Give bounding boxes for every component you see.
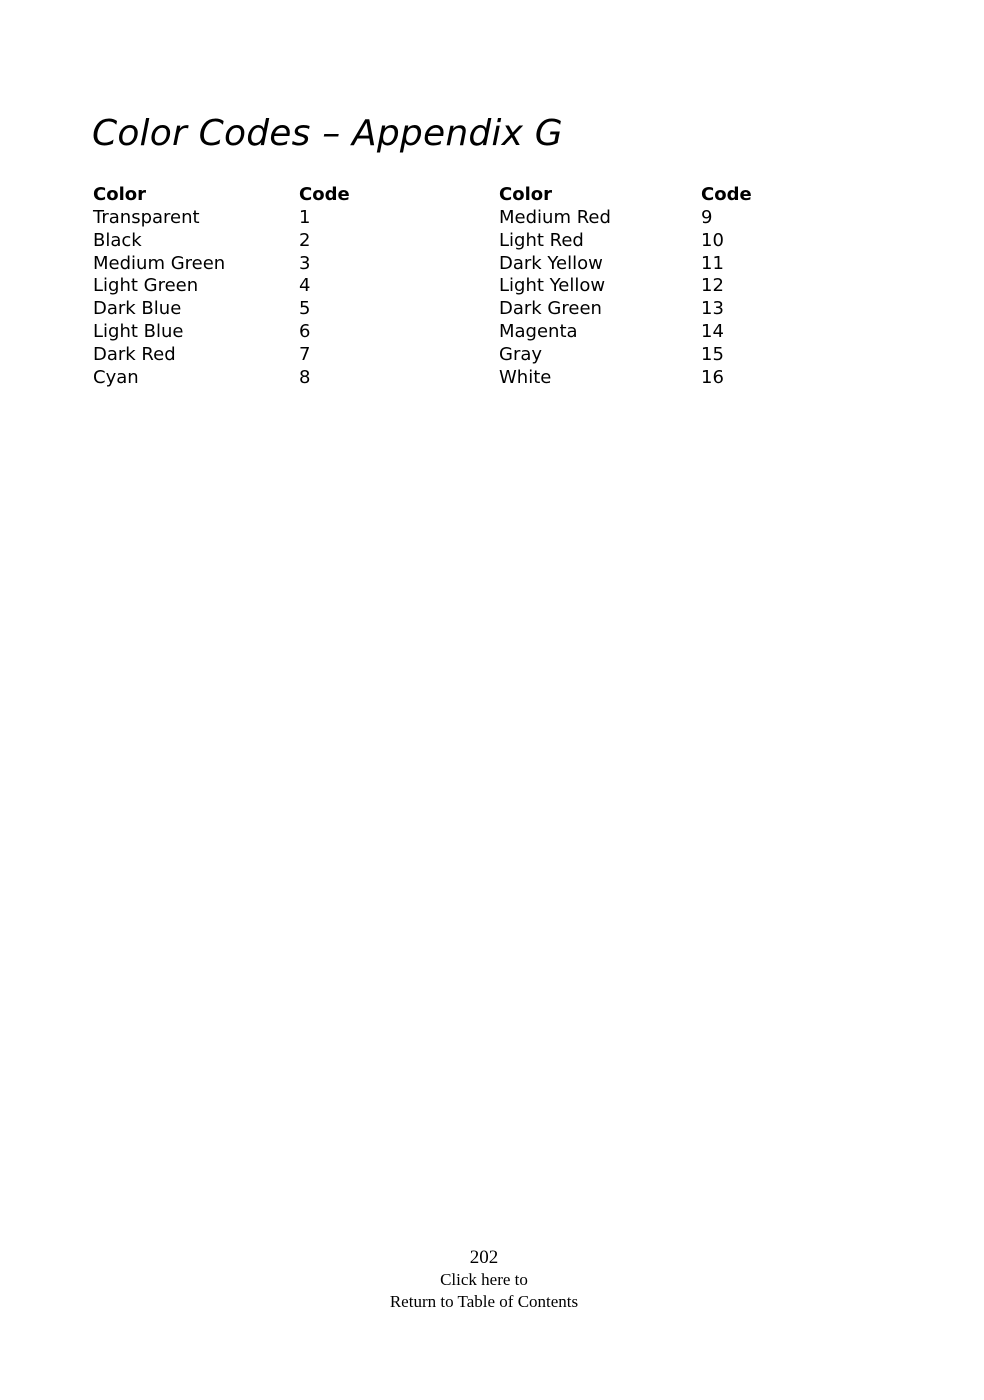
color-name: Dark Blue (93, 298, 182, 320)
header-code: Code (299, 184, 350, 205)
color-name: White (499, 366, 552, 388)
color-name: Dark Red (93, 343, 176, 365)
color-name: Gray (499, 343, 543, 365)
toc-link-line2: Return to Table of Contents (389, 1292, 579, 1311)
page-footer (0, 1247, 968, 1313)
header-color: Color (499, 184, 552, 205)
color-code: 3 (299, 252, 311, 274)
color-code: 4 (299, 275, 311, 297)
color-code: 6 (299, 320, 311, 342)
toc-link-line1: Click here to (440, 1270, 528, 1289)
color-code: 14 (701, 320, 724, 342)
color-name: Light Blue (93, 320, 184, 342)
header-code: Code (701, 184, 752, 205)
toc-link[interactable] (0, 1269, 968, 1313)
color-name: Dark Yellow (499, 252, 603, 274)
color-code: 11 (701, 252, 724, 274)
color-code: 1 (299, 207, 311, 228)
color-code: 8 (299, 366, 311, 388)
color-code: 7 (299, 343, 311, 365)
page-number: 202 (469, 1247, 499, 1268)
color-name: Dark Green (499, 298, 602, 320)
color-name: Light Yellow (499, 275, 606, 297)
color-name: Medium Green (93, 252, 226, 274)
color-code: 16 (701, 366, 724, 388)
color-code: 13 (701, 298, 724, 320)
color-name: Magenta (499, 320, 578, 342)
color-code: 9 (701, 207, 713, 228)
color-code: 12 (701, 275, 724, 297)
color-name: Light Red (499, 229, 584, 251)
color-code: 15 (701, 343, 724, 365)
color-name: Light Green (93, 275, 199, 297)
header-color: Color (93, 184, 146, 205)
page-title: Color Codes – Appendix G (92, 113, 563, 154)
color-name: Cyan (93, 366, 139, 388)
color-name: Transparent (93, 207, 200, 228)
color-name: Black (93, 229, 142, 251)
color-code: 10 (701, 229, 724, 251)
color-code: 2 (299, 229, 311, 251)
color-name: Medium Red (499, 207, 611, 228)
color-code: 5 (299, 298, 311, 320)
